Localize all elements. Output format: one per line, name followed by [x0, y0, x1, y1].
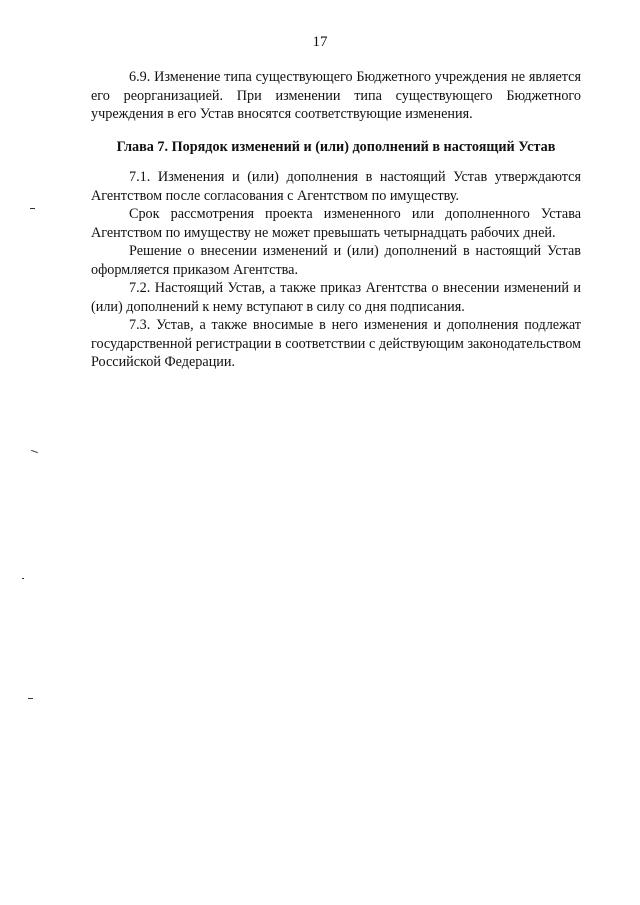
paragraph-review-period: Срок рассмотрения проекта измененного или дополненного Устава Агентством по имуществу не может превышать четырнадцать рабочих дней.: [91, 206, 581, 241]
paragraph-decision: Решение о внесении изменений и (или) дополнений в настоящий Устав оформляется приказом Агентства.: [91, 243, 581, 278]
chapter-heading: Глава 7. Порядок изменений и (или) дополнений в настоящий Устав: [116, 138, 556, 155]
document-body: [91, 68, 581, 372]
scan-mark: [22, 578, 24, 579]
page-number: 17: [312, 34, 328, 50]
paragraph-7-3: 7.3. Устав, а также вносимые в него изменения и дополнения подлежат государственной регистрации в соответствии с действующим законодательством Российской Федерации.: [91, 317, 581, 370]
scan-mark: [30, 208, 35, 209]
paragraph-6-9: 6.9. Изменение типа существующего Бюджетного учреждения не является его реорганизацией. При изменении типа существующего Бюджетного учреждения в его Устав вносятся соответствующие изменения.: [91, 69, 581, 122]
scan-mark: [31, 450, 38, 453]
scan-mark: [28, 698, 33, 699]
paragraph-7-2: 7.2. Настоящий Устав, а также приказ Агентства о внесении изменений и (или) дополнений к нему вступают в силу со дня подписания.: [91, 280, 581, 315]
paragraph-7-1: 7.1. Изменения и (или) дополнения в настоящий Устав утверждаются Агентством после согласования с Агентством по имуществу.: [91, 169, 581, 204]
